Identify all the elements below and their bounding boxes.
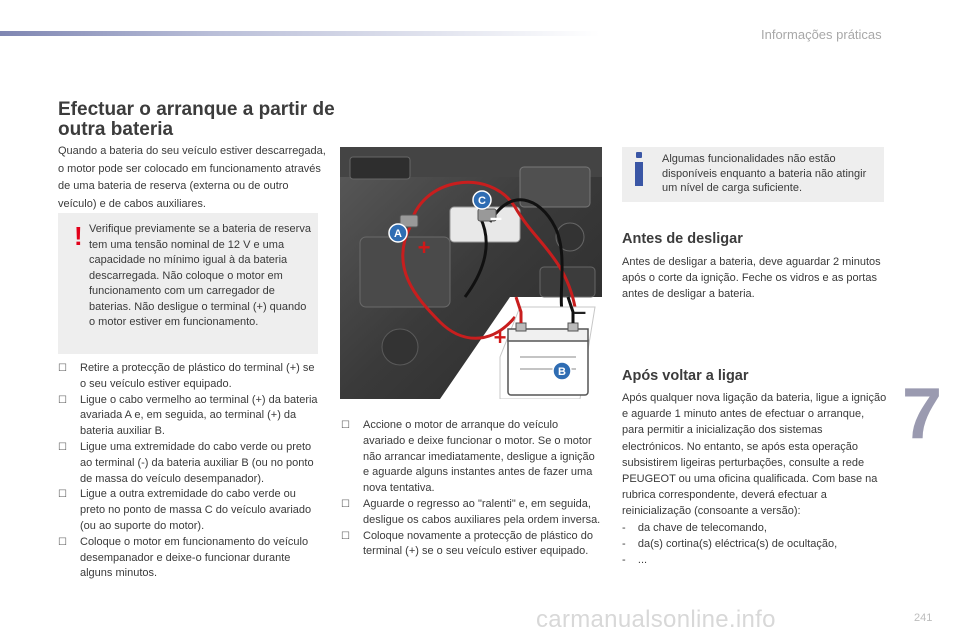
list-item: ☐ Ligue uma extremidade do cabo verde ou preto ao terminal (-) da bateria auxiliar B (ou no ponto de massa do veículo desempanador).	[58, 440, 314, 485]
warning-box	[58, 213, 318, 354]
chapter-number: 7	[902, 374, 943, 454]
warning-text: Verifique previamente se a bateria de reserva tem uma tensão nominal de 12 V e uma capacidade no mínimo igual à da bateria descarregada. Não coloque o motor em funcionamento com um carregador de baterias. Não desligue o terminal (+) quando o motor estiver em funcionamento.	[89, 223, 311, 328]
plus-sign-battery: +	[493, 325, 507, 350]
label-c: C	[478, 195, 486, 207]
checkbox-bullet-icon: ☐	[58, 489, 67, 501]
section-title: Informações práticas	[761, 27, 882, 42]
label-b: B	[558, 366, 566, 378]
info-text: Algumas funcionalidades não estão disponíveis enquanto a bateria não atingir um nível de carga suficiente.	[662, 153, 867, 194]
list-item: ☐ Coloque o motor em funcionamento do veículo desempanador e deixe-o funcionar durante alguns minutos.	[58, 535, 309, 580]
checkbox-bullet-icon: ☐	[58, 394, 67, 406]
plus-sign-engine: +	[417, 235, 431, 260]
list-item: ☐ Accione o motor de arranque do veículo avariado e deixe funcionar o motor. Se o motor não arrancar imediatamente, desligue a ignição e aguarde alguns instantes antes de fazer uma nova tentativa.	[341, 419, 595, 495]
info-box	[622, 147, 884, 202]
after-reconnect-text: Após qualquer nova ligação da bateria, ligue a ignição e aguarde 1 minuto antes de efectuar o arranque, para permitir a inicialização dos sistemas electrónicos. No entanto, se após esta operação subsistirem ligeiras perturbações, consulte a rede PEUGEOT ou uma oficina qualificada. Com base na rubrica correspondente, deverá efectuar a reinicialização (consoante a versão): - da chave de telecomando, - da(s) cortina(s) eléctrica(s) de ocultação, - ...	[622, 390, 887, 568]
steps-list-middle	[341, 418, 603, 560]
before-disconnect-text: Antes de desligar a bateria, deve aguardar 2 minutos após o corte da ignição. Feche os vidros e as portas antes de desligar a bateria.	[622, 256, 881, 301]
after-reconnect-heading: Após voltar a ligar	[622, 368, 749, 384]
checkbox-bullet-icon: ☐	[58, 536, 67, 548]
checkbox-bullet-icon: ☐	[341, 420, 350, 431]
checkbox-bullet-icon: ☐	[341, 530, 350, 542]
before-disconnect-heading: Antes de desligar	[622, 231, 743, 247]
checkbox-bullet-icon: ☐	[341, 498, 350, 510]
list-item: ☐ Ligue o cabo vermelho ao terminal (+) da bateria avariada A e, em seguida, ao terminal (+) da bateria auxiliar B.	[58, 393, 318, 438]
list-item: ☐ Coloque novamente a protecção de plástico do terminal (+) se o seu veículo estiver equipado.	[341, 529, 593, 558]
info-icon	[635, 152, 643, 188]
checkbox-bullet-icon: ☐	[58, 363, 67, 374]
list-item: ☐ Retire a protecção de plástico do terminal (+) se o seu veículo estiver equipado.	[58, 362, 315, 390]
list-item: ☐ Aguarde o regresso ao "ralenti" e, em seguida, desligue os cabos auxiliares pela ordem inversa.	[341, 497, 601, 526]
minus-sign-engine: –	[489, 205, 503, 230]
minus-sign-battery: –	[573, 299, 587, 324]
jump-start-illustration	[340, 147, 602, 399]
steps-list-left	[58, 361, 320, 582]
list-item: - da chave de telecomando,	[622, 521, 767, 534]
list-item: ☐ Ligue a outra extremidade do cabo verde ou preto no ponto de massa C do veículo avariado (ou ao suporte do motor).	[58, 488, 312, 532]
label-a: A	[394, 228, 402, 240]
exclamation-icon: !	[74, 221, 83, 251]
watermark: carmanualsonline.info	[536, 606, 776, 633]
page-title: Efectuar o arranque a partir de outra bateria	[58, 99, 335, 140]
list-item: - ...	[622, 554, 648, 567]
header-bar	[0, 31, 600, 36]
checkbox-bullet-icon: ☐	[58, 441, 67, 453]
intro-paragraph: Quando a bateria do seu veículo estiver descarregada, o motor pode ser colocado em funcionamento através de uma bateria de reserva (externa ou de outro veículo) e de cabos auxiliares.	[58, 145, 326, 210]
page-number: 241	[914, 612, 933, 624]
list-item: - da(s) cortina(s) eléctrica(s) de ocultação,	[622, 537, 838, 550]
